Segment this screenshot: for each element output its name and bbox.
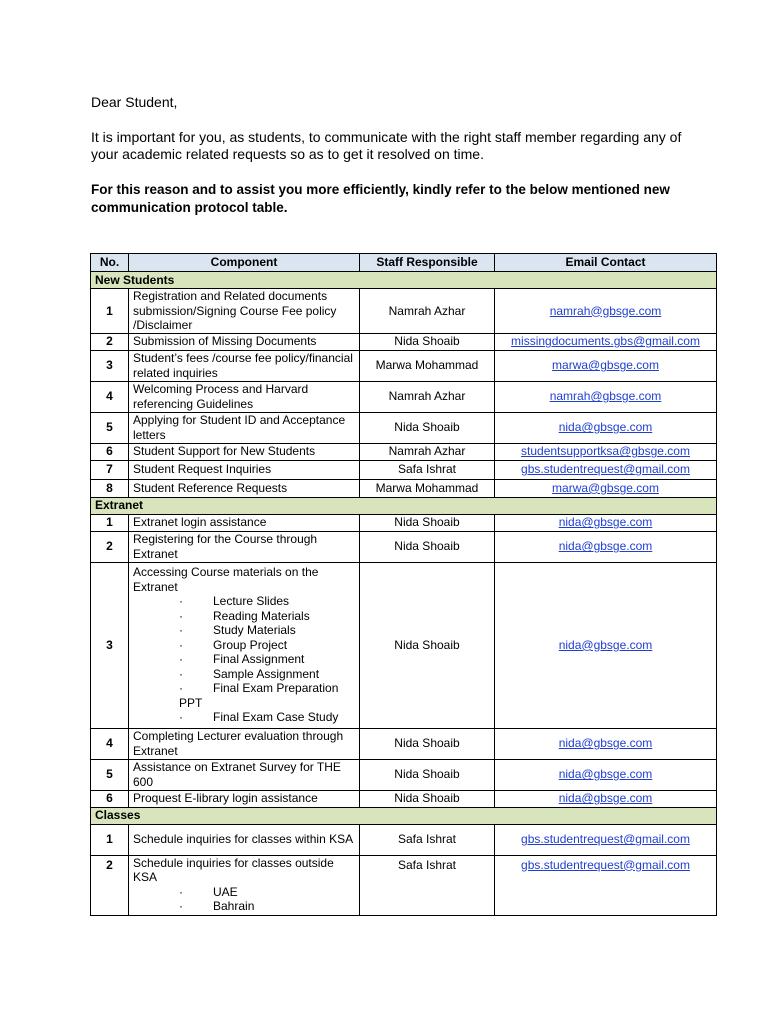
email-cell	[495, 350, 717, 381]
row-number: 5	[91, 759, 129, 790]
table-row	[91, 514, 717, 531]
email-link[interactable]: nida@gbsge.com	[558, 637, 653, 652]
component-text: Student’s fees /course fee policy/financial related inquiries	[133, 351, 353, 380]
table-row	[91, 350, 717, 381]
staff-cell: Nida Shoaib	[360, 531, 495, 562]
bullet-icon: ·	[179, 884, 183, 899]
intro-paragraph: It is important for you, as students, to communicate with the right staff member regarding any of your academic related requests so as to get it resolved on time.	[91, 129, 682, 162]
bullet-icon: ·	[179, 623, 183, 638]
row-number: 1	[91, 824, 129, 855]
table-row	[91, 790, 717, 807]
row-number: 7	[91, 460, 129, 479]
component-text: Assistance on Extranet Survey for THE 600	[133, 760, 341, 789]
email-link[interactable]: nida@gbsge.com	[558, 767, 653, 782]
row-number: 4	[91, 381, 129, 412]
sub-list-item	[133, 594, 355, 609]
sub-list-item	[133, 623, 355, 638]
email-cell	[495, 412, 717, 443]
row-number: 5	[91, 412, 129, 443]
sub-item-text: Final Assignment	[213, 652, 305, 667]
emphasis-paragraph: For this reason and to assist you more efficiently, kindly refer to the below mentioned new communication protocol table.	[91, 182, 670, 215]
component-cell	[129, 531, 360, 562]
email-cell	[495, 460, 717, 479]
component-cell	[129, 824, 360, 855]
sub-item-text: Final Exam Case Study	[213, 710, 339, 725]
staff-cell: Safa Ishrat	[360, 855, 495, 915]
email-link[interactable]: marwa@gbsge.com	[552, 480, 659, 495]
sub-list-item	[133, 638, 355, 653]
component-cell	[129, 759, 360, 790]
email-link[interactable]: nida@gbsge.com	[558, 515, 653, 530]
component-text: Schedule inquiries for classes within KSA	[133, 832, 354, 847]
table-row	[91, 531, 717, 562]
table-row	[91, 412, 717, 443]
header-no: No.	[91, 254, 129, 272]
sub-list-item	[133, 710, 355, 725]
table-row	[91, 479, 717, 497]
staff-cell: Namrah Azhar	[360, 381, 495, 412]
bullet-icon: ·	[179, 710, 183, 725]
bullet-icon: ·	[179, 666, 183, 681]
sub-item-wrap-text: PPT	[179, 695, 203, 710]
table-header-row	[91, 254, 717, 272]
header-staff: Staff Responsible	[360, 254, 495, 272]
sub-item-text: Final Exam Preparation	[213, 681, 339, 696]
header-component: Component	[129, 254, 360, 272]
email-link[interactable]: nida@gbsge.com	[558, 791, 653, 806]
sub-item-text: Study Materials	[213, 623, 296, 638]
row-number: 1	[91, 514, 129, 531]
table-row	[91, 759, 717, 790]
table-row	[91, 333, 717, 350]
sub-list-item	[133, 885, 355, 900]
staff-cell: Nida Shoaib	[360, 790, 495, 807]
staff-cell: Nida Shoaib	[360, 759, 495, 790]
component-text: Student Request Inquiries	[133, 462, 272, 477]
row-number: 2	[91, 333, 129, 350]
component-text: Registration and Related documents submission/Signing Course Fee policy /Disclaimer	[133, 289, 337, 332]
greeting: Dear Student,	[91, 94, 178, 110]
row-number: 8	[91, 479, 129, 497]
email-cell	[495, 479, 717, 497]
component-cell	[129, 289, 360, 334]
email-link[interactable]: missingdocuments.gbs@gmail.com	[511, 334, 700, 349]
staff-cell: Safa Ishrat	[360, 824, 495, 855]
email-link[interactable]: gbs.studentrequest@gmail.com	[521, 857, 690, 872]
row-number: 6	[91, 790, 129, 807]
section-row	[91, 807, 717, 824]
bullet-icon: ·	[179, 681, 183, 696]
sub-item-text: Lecture Slides	[213, 594, 290, 609]
component-text: Schedule inquiries for classes outside KSA	[133, 855, 334, 884]
sub-list-item	[133, 899, 355, 914]
staff-cell: Safa Ishrat	[360, 460, 495, 479]
table-row	[91, 381, 717, 412]
email-link[interactable]: namrah@gbsge.com	[549, 389, 662, 404]
staff-cell: Nida Shoaib	[360, 562, 495, 728]
email-link[interactable]: namrah@gbsge.com	[549, 303, 662, 318]
row-number: 3	[91, 350, 129, 381]
sub-list-item	[133, 652, 355, 667]
component-text: Completing Lecturer evaluation through Extranet	[133, 729, 344, 758]
component-cell	[129, 460, 360, 479]
staff-cell: Namrah Azhar	[360, 443, 495, 460]
staff-cell: Nida Shoaib	[360, 728, 495, 759]
bullet-icon: ·	[179, 899, 183, 913]
section-title: Classes	[91, 807, 717, 824]
row-number: 2	[91, 531, 129, 562]
sub-item-text: Sample Assignment	[213, 666, 320, 681]
table-row	[91, 855, 717, 915]
section-row	[91, 272, 717, 289]
email-link[interactable]: nida@gbsge.com	[558, 736, 653, 751]
staff-cell: Nida Shoaib	[360, 514, 495, 531]
communication-protocol-table	[90, 253, 717, 916]
sub-item-text: Reading Materials	[213, 608, 310, 623]
component-cell	[129, 728, 360, 759]
email-cell	[495, 531, 717, 562]
email-cell	[495, 728, 717, 759]
sub-list-item	[133, 609, 355, 624]
staff-cell: Marwa Mohammad	[360, 479, 495, 497]
email-link[interactable]: marwa@gbsge.com	[552, 358, 659, 373]
bullet-icon: ·	[179, 652, 183, 667]
email-link[interactable]: nida@gbsge.com	[558, 420, 653, 435]
row-number: 4	[91, 728, 129, 759]
email-cell	[495, 790, 717, 807]
section-title: Extranet	[91, 497, 717, 514]
section-title: New Students	[91, 272, 717, 289]
email-cell	[495, 855, 717, 915]
table-row	[91, 728, 717, 759]
component-text: Student Support for New Students	[133, 444, 316, 459]
sub-list-item	[133, 681, 355, 696]
row-number: 2	[91, 855, 129, 915]
email-link[interactable]: studentsupportksa@gbsge.com	[521, 444, 690, 459]
component-cell	[129, 514, 360, 531]
row-number: 6	[91, 443, 129, 460]
email-link[interactable]: gbs.studentrequest@gmail.com	[521, 462, 690, 477]
email-cell	[495, 759, 717, 790]
email-cell	[495, 514, 717, 531]
component-cell	[129, 443, 360, 460]
section-row	[91, 497, 717, 514]
email-cell	[495, 562, 717, 728]
component-cell	[129, 350, 360, 381]
component-text: Proquest E-library login assistance	[133, 791, 318, 806]
email-cell	[495, 333, 717, 350]
component-text: Registering for the Course through Extranet	[133, 532, 318, 561]
component-cell	[129, 412, 360, 443]
email-cell	[495, 289, 717, 334]
component-text: Welcoming Process and Harvard referencing Guidelines	[133, 382, 309, 411]
staff-cell: Nida Shoaib	[360, 333, 495, 350]
component-cell	[129, 381, 360, 412]
component-text: Submission of Missing Documents	[133, 334, 317, 349]
sub-item-text: UAE	[213, 884, 238, 899]
email-cell	[495, 381, 717, 412]
email-link[interactable]: gbs.studentrequest@gmail.com	[521, 832, 690, 847]
component-text: Extranet login assistance	[133, 515, 267, 530]
component-cell	[129, 790, 360, 807]
staff-cell: Marwa Mohammad	[360, 350, 495, 381]
sub-list-item	[133, 667, 355, 682]
sub-item-text: Group Project	[213, 637, 288, 652]
component-cell	[129, 479, 360, 497]
row-number: 3	[91, 562, 129, 728]
component-cell	[129, 855, 360, 915]
email-cell	[495, 824, 717, 855]
component-cell	[129, 333, 360, 350]
bullet-icon: ·	[179, 594, 183, 609]
bullet-icon: ·	[179, 608, 183, 623]
table-row	[91, 824, 717, 855]
staff-cell: Namrah Azhar	[360, 289, 495, 334]
component-text: Accessing Course materials on the Extranet	[133, 565, 319, 594]
row-number: 1	[91, 289, 129, 334]
email-cell	[495, 443, 717, 460]
table-row	[91, 562, 717, 728]
table-row	[91, 460, 717, 479]
component-cell	[129, 562, 360, 728]
table-row	[91, 289, 717, 334]
bullet-icon: ·	[179, 637, 183, 652]
sub-item-text: Bahrain	[213, 899, 255, 913]
table-row	[91, 443, 717, 460]
email-link[interactable]: nida@gbsge.com	[558, 539, 653, 554]
component-text: Applying for Student ID and Acceptance letters	[133, 413, 346, 442]
header-email: Email Contact	[495, 254, 717, 272]
component-text: Student Reference Requests	[133, 480, 288, 495]
staff-cell: Nida Shoaib	[360, 412, 495, 443]
